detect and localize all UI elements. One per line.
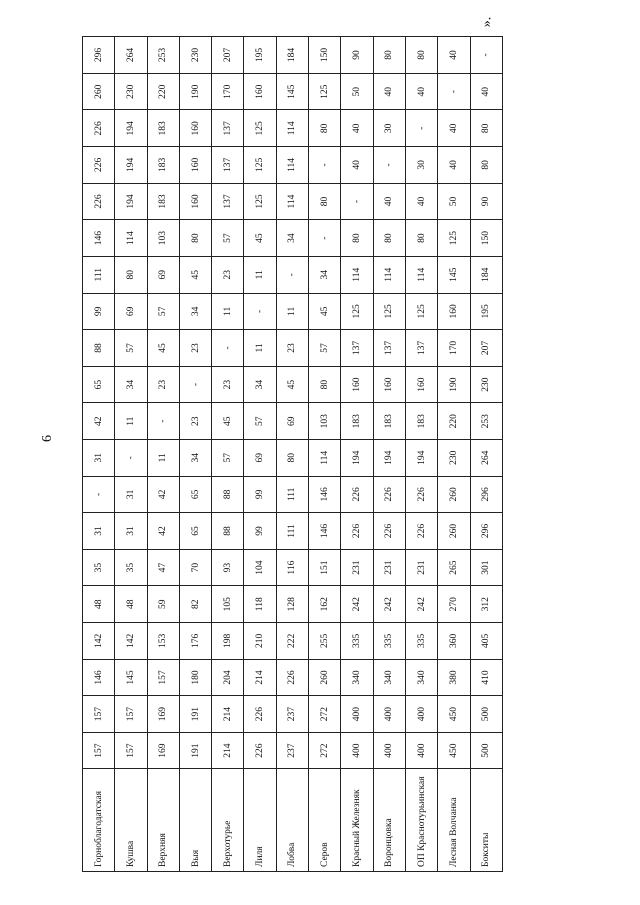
distance-cell: 265	[438, 549, 470, 586]
table-row	[115, 37, 147, 872]
distance-cell: 169	[147, 732, 179, 769]
distance-cell: 34	[115, 366, 147, 403]
distance-cell: 230	[179, 37, 211, 74]
distance-cell: -	[212, 330, 244, 367]
distance-cell: 260	[83, 73, 115, 110]
distance-cell: 11	[244, 330, 276, 367]
distance-cell: 137	[341, 330, 373, 367]
distance-cell: 137	[373, 330, 405, 367]
distance-cell: 111	[83, 256, 115, 293]
distance-cell: 176	[179, 623, 211, 660]
distance-cell: 65	[83, 366, 115, 403]
distance-cell: 82	[179, 586, 211, 623]
distance-cell: -	[309, 147, 341, 184]
distance-cell: 170	[438, 330, 470, 367]
distance-cell: 230	[470, 366, 502, 403]
distance-cell: 23	[276, 330, 308, 367]
page-number: 6	[40, 435, 55, 442]
distance-cell: 80	[309, 366, 341, 403]
table-row	[83, 37, 115, 872]
distance-cell: 500	[470, 732, 502, 769]
distance-cell: 11	[212, 293, 244, 330]
closing-quote-mark: ».	[479, 16, 495, 28]
distance-cell: 31	[115, 513, 147, 550]
distance-cell: 125	[244, 147, 276, 184]
distance-cell: 160	[244, 73, 276, 110]
distance-cell: 194	[341, 439, 373, 476]
distance-cell: 80	[179, 220, 211, 257]
distance-cell: 214	[212, 732, 244, 769]
distance-cell: 194	[115, 110, 147, 147]
table-row	[179, 37, 211, 872]
table-body	[83, 37, 503, 872]
distance-table	[82, 36, 503, 872]
distance-cell: 312	[470, 586, 502, 623]
distance-cell: 207	[470, 330, 502, 367]
distance-cell: 31	[83, 439, 115, 476]
distance-cell: 59	[147, 586, 179, 623]
distance-cell: 118	[244, 586, 276, 623]
distance-cell: 230	[438, 439, 470, 476]
distance-cell: -	[276, 256, 308, 293]
distance-cell: 194	[373, 439, 405, 476]
distance-cell: -	[83, 476, 115, 513]
distance-cell: 99	[244, 476, 276, 513]
table-row	[470, 37, 502, 872]
distance-cell: 80	[470, 147, 502, 184]
distance-cell: -	[147, 403, 179, 440]
distance-cell: 80	[276, 439, 308, 476]
distance-cell: -	[179, 366, 211, 403]
distance-cell: 231	[341, 549, 373, 586]
table-row	[405, 37, 437, 872]
distance-cell: 45	[276, 366, 308, 403]
distance-cell: 264	[115, 37, 147, 74]
distance-cell: 11	[115, 403, 147, 440]
distance-cell: 157	[115, 732, 147, 769]
distance-cell: 183	[147, 147, 179, 184]
distance-cell: 160	[405, 366, 437, 403]
table-row	[276, 37, 308, 872]
station-name-cell: Лобва	[276, 769, 308, 872]
distance-cell: 242	[405, 586, 437, 623]
distance-cell: 45	[179, 256, 211, 293]
distance-cell: 146	[83, 659, 115, 696]
distance-cell: 214	[244, 659, 276, 696]
distance-cell: 160	[179, 183, 211, 220]
distance-cell: -	[341, 183, 373, 220]
distance-cell: 145	[276, 73, 308, 110]
distance-cell: 264	[470, 439, 502, 476]
distance-cell: 160	[179, 147, 211, 184]
distance-cell: 226	[373, 513, 405, 550]
distance-cell: 104	[244, 549, 276, 586]
distance-cell: 157	[147, 659, 179, 696]
distance-cell: 57	[212, 220, 244, 257]
distance-cell: 45	[309, 293, 341, 330]
distance-cell: 272	[309, 732, 341, 769]
distance-cell: 190	[438, 366, 470, 403]
station-name-cell: Воронцовка	[373, 769, 405, 872]
distance-cell: 142	[83, 623, 115, 660]
distance-cell: 296	[83, 37, 115, 74]
distance-cell: 40	[438, 110, 470, 147]
distance-cell: 183	[341, 403, 373, 440]
distance-cell: 125	[244, 110, 276, 147]
distance-cell: 114	[373, 256, 405, 293]
distance-cell: 270	[438, 586, 470, 623]
distance-cell: 260	[309, 659, 341, 696]
distance-cell: 40	[438, 147, 470, 184]
distance-cell: 125	[341, 293, 373, 330]
distance-cell: 195	[470, 293, 502, 330]
distance-cell: 230	[115, 73, 147, 110]
distance-cell: 153	[147, 623, 179, 660]
distance-cell: 57	[244, 403, 276, 440]
distance-cell: 88	[83, 330, 115, 367]
distance-cell: 103	[309, 403, 341, 440]
station-name-cell: Лиля	[244, 769, 276, 872]
distance-cell: 114	[276, 183, 308, 220]
distance-cell: 226	[341, 476, 373, 513]
distance-cell: 184	[470, 256, 502, 293]
distance-cell: 137	[212, 183, 244, 220]
distance-cell: 45	[212, 403, 244, 440]
distance-cell: 272	[309, 696, 341, 733]
distance-cell: 231	[373, 549, 405, 586]
distance-cell: 405	[470, 623, 502, 660]
distance-cell: 190	[179, 73, 211, 110]
table-row	[309, 37, 341, 872]
distance-cell: 125	[309, 73, 341, 110]
distance-cell: 340	[405, 659, 437, 696]
distance-cell: 400	[373, 696, 405, 733]
table-row	[244, 37, 276, 872]
distance-cell: 191	[179, 696, 211, 733]
distance-cell: -	[309, 220, 341, 257]
distance-cell: 450	[438, 696, 470, 733]
distance-cell: 301	[470, 549, 502, 586]
distance-cell: 226	[276, 659, 308, 696]
distance-cell: 226	[405, 476, 437, 513]
distance-cell: 114	[115, 220, 147, 257]
table-row	[373, 37, 405, 872]
distance-cell: 125	[244, 183, 276, 220]
distance-cell: 183	[147, 110, 179, 147]
distance-cell: -	[244, 293, 276, 330]
distance-cell: 142	[115, 623, 147, 660]
distance-cell: 170	[212, 73, 244, 110]
distance-cell: 214	[212, 696, 244, 733]
distance-cell: 80	[309, 183, 341, 220]
station-name-cell: Красный Железняк	[341, 769, 373, 872]
distance-cell: 90	[470, 183, 502, 220]
distance-cell: 30	[405, 147, 437, 184]
distance-cell: 296	[470, 513, 502, 550]
distance-cell: 255	[309, 623, 341, 660]
distance-cell: 40	[341, 147, 373, 184]
distance-cell: -	[373, 147, 405, 184]
distance-cell: 410	[470, 659, 502, 696]
distance-cell: 40	[373, 73, 405, 110]
distance-cell: 42	[83, 403, 115, 440]
distance-cell: 88	[212, 513, 244, 550]
distance-cell: 137	[212, 147, 244, 184]
station-name-cell: Горноблагодатская	[83, 769, 115, 872]
distance-cell: 191	[179, 732, 211, 769]
distance-cell: 80	[405, 37, 437, 74]
distance-cell: 40	[470, 73, 502, 110]
distance-cell: 226	[244, 696, 276, 733]
distance-cell: 150	[470, 220, 502, 257]
distance-cell: 380	[438, 659, 470, 696]
distance-cell: 400	[405, 732, 437, 769]
distance-cell: 114	[276, 147, 308, 184]
distance-cell: 226	[341, 513, 373, 550]
distance-cell: 47	[147, 549, 179, 586]
distance-cell: 360	[438, 623, 470, 660]
distance-cell: 207	[212, 37, 244, 74]
distance-cell: 137	[212, 110, 244, 147]
distance-cell: 34	[244, 366, 276, 403]
distance-cell: 226	[373, 476, 405, 513]
station-name-cell: Серов	[309, 769, 341, 872]
distance-cell: 31	[115, 476, 147, 513]
distance-cell: 220	[438, 403, 470, 440]
distance-cell: 35	[115, 549, 147, 586]
distance-cell: 226	[83, 110, 115, 147]
distance-cell: 103	[147, 220, 179, 257]
distance-cell: 180	[179, 659, 211, 696]
distance-cell: 80	[341, 220, 373, 257]
distance-cell: 198	[212, 623, 244, 660]
distance-cell: 40	[405, 183, 437, 220]
distance-cell: 80	[373, 37, 405, 74]
distance-cell: 111	[276, 513, 308, 550]
distance-cell: 335	[405, 623, 437, 660]
distance-cell: 69	[276, 403, 308, 440]
distance-cell: 50	[438, 183, 470, 220]
distance-cell: 99	[83, 293, 115, 330]
station-name-cell: Бокситы	[470, 769, 502, 872]
distance-cell: 114	[341, 256, 373, 293]
distance-cell: 23	[147, 366, 179, 403]
distance-cell: 195	[244, 37, 276, 74]
distance-cell: 183	[405, 403, 437, 440]
distance-cell: 40	[373, 183, 405, 220]
station-name-cell: Лесная Волчанка	[438, 769, 470, 872]
distance-cell: 194	[115, 183, 147, 220]
distance-cell: 125	[373, 293, 405, 330]
distance-cell: 48	[115, 586, 147, 623]
distance-cell: 57	[147, 293, 179, 330]
distance-cell: 340	[373, 659, 405, 696]
distance-cell: 31	[83, 513, 115, 550]
distance-cell: 45	[147, 330, 179, 367]
distance-cell: 125	[405, 293, 437, 330]
station-name-cell: ОП Краснотурьинская	[405, 769, 437, 872]
distance-cell: 151	[309, 549, 341, 586]
distance-cell: 65	[179, 476, 211, 513]
distance-cell: 146	[83, 220, 115, 257]
distance-cell: 194	[405, 439, 437, 476]
distance-cell: 57	[115, 330, 147, 367]
distance-cell: 160	[179, 110, 211, 147]
distance-cell: 69	[147, 256, 179, 293]
station-name-cell: Кушва	[115, 769, 147, 872]
distance-cell: 105	[212, 586, 244, 623]
distance-cell: 23	[212, 256, 244, 293]
distance-cell: 69	[115, 293, 147, 330]
distance-cell: 11	[276, 293, 308, 330]
distance-cell: 35	[83, 549, 115, 586]
distance-cell: 183	[373, 403, 405, 440]
distance-cell: 80	[373, 220, 405, 257]
distance-cell: 40	[438, 37, 470, 74]
distance-cell: 88	[212, 476, 244, 513]
distance-cell: -	[438, 73, 470, 110]
distance-cell: 253	[470, 403, 502, 440]
distance-cell: 260	[438, 513, 470, 550]
distance-cell: 237	[276, 732, 308, 769]
distance-cell: 335	[341, 623, 373, 660]
distance-cell: 114	[309, 439, 341, 476]
distance-cell: 210	[244, 623, 276, 660]
distance-cell: 111	[276, 476, 308, 513]
distance-cell: 42	[147, 476, 179, 513]
distance-cell: 220	[147, 73, 179, 110]
distance-cell: 65	[179, 513, 211, 550]
distance-cell: 23	[212, 366, 244, 403]
distance-cell: 157	[115, 696, 147, 733]
distance-cell: 114	[405, 256, 437, 293]
table-row	[147, 37, 179, 872]
distance-cell: 450	[438, 732, 470, 769]
station-name-cell: Верхотурье	[212, 769, 244, 872]
distance-cell: 137	[405, 330, 437, 367]
distance-cell: 222	[276, 623, 308, 660]
distance-cell: 90	[341, 37, 373, 74]
distance-cell: 335	[373, 623, 405, 660]
distance-cell: 34	[276, 220, 308, 257]
distance-cell: 80	[309, 110, 341, 147]
distance-cell: 70	[179, 549, 211, 586]
table-row	[212, 37, 244, 872]
distance-cell: 183	[147, 183, 179, 220]
distance-cell: 80	[470, 110, 502, 147]
distance-cell: 204	[212, 659, 244, 696]
distance-cell: 30	[373, 110, 405, 147]
distance-cell: 160	[373, 366, 405, 403]
table-row	[341, 37, 373, 872]
distance-cell: 146	[309, 513, 341, 550]
distance-cell: 260	[438, 476, 470, 513]
distance-cell: 226	[244, 732, 276, 769]
distance-cell: 40	[341, 110, 373, 147]
distance-cell: 231	[405, 549, 437, 586]
distance-cell: 169	[147, 696, 179, 733]
distance-cell: 125	[438, 220, 470, 257]
distance-cell: 128	[276, 586, 308, 623]
distance-cell: 45	[244, 220, 276, 257]
distance-cell: 400	[341, 696, 373, 733]
distance-cell: 50	[341, 73, 373, 110]
distance-cell: 184	[276, 37, 308, 74]
distance-table-container	[82, 36, 503, 872]
distance-cell: 146	[309, 476, 341, 513]
station-name-cell: Верхняя	[147, 769, 179, 872]
distance-cell: 11	[147, 439, 179, 476]
distance-cell: 242	[373, 586, 405, 623]
distance-cell: 157	[83, 732, 115, 769]
distance-cell: 99	[244, 513, 276, 550]
distance-cell: -	[115, 439, 147, 476]
distance-cell: 48	[83, 586, 115, 623]
distance-cell: 145	[438, 256, 470, 293]
distance-cell: 34	[179, 439, 211, 476]
distance-cell: 157	[83, 696, 115, 733]
distance-cell: 116	[276, 549, 308, 586]
distance-cell: 226	[83, 183, 115, 220]
distance-cell: 80	[405, 220, 437, 257]
distance-cell: 145	[115, 659, 147, 696]
distance-cell: 400	[405, 696, 437, 733]
distance-cell: 162	[309, 586, 341, 623]
distance-cell: 23	[179, 330, 211, 367]
distance-cell: 40	[405, 73, 437, 110]
distance-cell: 500	[470, 696, 502, 733]
station-name-cell: Выя	[179, 769, 211, 872]
distance-cell: 226	[405, 513, 437, 550]
distance-cell: -	[405, 110, 437, 147]
distance-cell: 237	[276, 696, 308, 733]
distance-cell: 34	[179, 293, 211, 330]
distance-cell: 34	[309, 256, 341, 293]
table-row	[438, 37, 470, 872]
distance-cell: 226	[83, 147, 115, 184]
distance-cell: 23	[179, 403, 211, 440]
distance-cell: 160	[341, 366, 373, 403]
distance-cell: 242	[341, 586, 373, 623]
distance-cell: 340	[341, 659, 373, 696]
distance-cell: 57	[212, 439, 244, 476]
distance-cell: -	[470, 37, 502, 74]
distance-cell: 160	[438, 293, 470, 330]
distance-cell: 114	[276, 110, 308, 147]
distance-cell: 400	[341, 732, 373, 769]
distance-cell: 57	[309, 330, 341, 367]
distance-cell: 80	[115, 256, 147, 293]
distance-cell: 400	[373, 732, 405, 769]
distance-cell: 194	[115, 147, 147, 184]
distance-cell: 150	[309, 37, 341, 74]
distance-cell: 253	[147, 37, 179, 74]
distance-cell: 93	[212, 549, 244, 586]
distance-cell: 296	[470, 476, 502, 513]
distance-cell: 42	[147, 513, 179, 550]
distance-cell: 69	[244, 439, 276, 476]
distance-cell: 11	[244, 256, 276, 293]
